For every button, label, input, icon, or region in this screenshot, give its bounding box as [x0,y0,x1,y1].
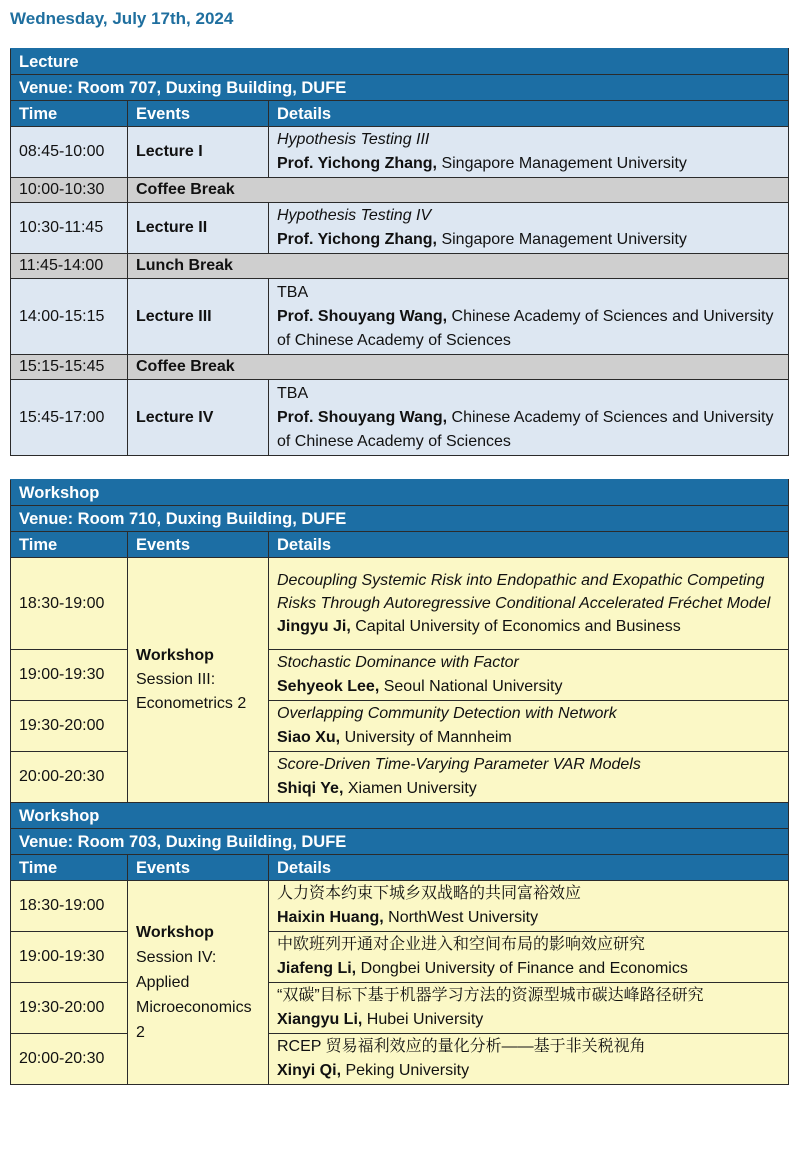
table-row [11,127,789,178]
time-cell: 20:00-20:30 [11,1034,128,1085]
topic: 中欧班列开通对企业进入和空间布局的影响效应研究 [277,936,646,953]
header-details: Details [269,532,789,558]
header-details: Details [269,101,789,127]
time-cell: 19:00-19:30 [11,650,128,701]
affiliation: Capital University of Economics and Business [350,618,681,635]
venue-row [11,75,789,101]
speaker: Jingyu Ji, [277,618,351,635]
table-row [11,881,789,932]
details-cell [269,558,789,650]
section-title: Workshop [11,480,789,506]
topic: RCEP 贸易福利效应的量化分析——基于非关税视角 [277,1038,646,1055]
affiliation: Chinese Academy of Sciences and University of Chinese Academy of Sciences [277,307,774,349]
affiliation: Singapore Management University [437,231,687,248]
time-cell: 10:30-11:45 [11,203,128,254]
venue: Venue: Room 707, Duxing Building, DUFE [11,75,789,101]
session-cell [128,558,269,803]
table-row [11,380,789,456]
table-row [11,932,789,983]
section-title: Lecture [11,49,789,75]
details-cell [269,380,789,456]
details-cell [269,881,789,932]
header-time: Time [11,855,128,881]
venue: Venue: Room 703, Duxing Building, DUFE [11,829,789,855]
speaker-line [277,615,780,638]
event-cell: Lecture IV [128,380,269,456]
speaker-line [277,152,780,176]
affiliation: Singapore Management University [437,155,687,172]
speaker-line [277,1059,780,1083]
details-cell [269,279,789,355]
speaker-line [277,726,780,750]
event-cell: Lecture II [128,203,269,254]
speaker: Prof. Yichong Zhang, [277,155,437,172]
table-row [11,355,789,380]
time-cell: 18:30-19:00 [11,881,128,932]
workshop-table [10,479,789,1085]
details-cell [269,650,789,701]
lecture-table [10,48,789,456]
venue: Venue: Room 710, Duxing Building, DUFE [11,506,789,532]
section-title-row [11,49,789,75]
venue-row [11,829,789,855]
table-row [11,701,789,752]
speaker-line [277,305,780,353]
event-cell: Coffee Break [128,178,789,203]
time-cell: 20:00-20:30 [11,752,128,803]
speaker-line [277,957,780,981]
table-row [11,279,789,355]
table-row [11,752,789,803]
table-row [11,650,789,701]
session-cell [128,881,269,1085]
topic: Score-Driven Time-Varying Parameter VAR Models [277,756,641,773]
topic: Hypothesis Testing IV [277,207,432,224]
section-title: Workshop [11,803,789,829]
time-cell: 10:00-10:30 [11,178,128,203]
details-cell [269,1034,789,1085]
speaker: Haixin Huang, [277,909,384,926]
speaker: Prof. Yichong Zhang, [277,231,437,248]
time-cell: 19:30-20:00 [11,983,128,1034]
table-row [11,558,789,650]
section-title-row [11,480,789,506]
affiliation: Chinese Academy of Sciences and University of Chinese Academy of Sciences [277,408,774,450]
affiliation: Peking University [341,1062,470,1079]
event-cell: Lecture I [128,127,269,178]
session-desc: Session IV: Applied Microeconomics 2 [136,949,252,1041]
affiliation: Hubei University [362,1011,484,1028]
time-cell: 19:00-19:30 [11,932,128,983]
time-cell: 19:30-20:00 [11,701,128,752]
header-events: Events [128,532,269,558]
topic: TBA [277,384,309,402]
speaker: Siao Xu, [277,729,341,746]
speaker-line [277,228,780,252]
speaker-line [277,406,780,454]
topic: “双碳”目标下基于机器学习方法的资源型城市碳达峰路径研究 [277,987,704,1004]
topic: Stochastic Dominance with Factor [277,654,519,671]
time-cell: 11:45-14:00 [11,254,128,279]
affiliation: NorthWest University [383,909,539,926]
speaker: Shiqi Ye, [277,780,344,797]
header-details: Details [269,855,789,881]
time-cell: 18:30-19:00 [11,558,128,650]
affiliation: Dongbei University of Finance and Economics [356,960,688,977]
table-row [11,1034,789,1085]
topic: Decoupling Systemic Risk into Endopathic and Exopathic Competing Risks Through Autoregressive Conditional Accelerated Fréchet Model [277,572,771,612]
topic: Overlapping Community Detection with Network [277,705,617,722]
venue-row [11,506,789,532]
speaker: Xinyi Qi, [277,1062,342,1079]
table-row [11,983,789,1034]
event-cell: Lunch Break [128,254,789,279]
topic: Hypothesis Testing III [277,131,430,148]
session-name: Workshop [136,924,214,941]
details-cell [269,203,789,254]
header-time: Time [11,101,128,127]
details-cell [269,127,789,178]
time-cell: 14:00-15:15 [11,279,128,355]
page-date: Wednesday, July 17th, 2024 [10,9,234,28]
time-cell: 08:45-10:00 [11,127,128,178]
session-desc: Session III: Econometrics 2 [136,671,247,712]
section-title-row [11,803,789,829]
header-time: Time [11,532,128,558]
details-cell [269,932,789,983]
header-row [11,101,789,127]
time-cell: 15:45-17:00 [11,380,128,456]
table-row [11,254,789,279]
time-cell: 15:15-15:45 [11,355,128,380]
speaker: Xiangyu Li, [277,1011,363,1028]
affiliation: Xiamen University [343,780,477,797]
details-cell [269,752,789,803]
affiliation: Seoul National University [379,678,563,695]
speaker: Prof. Shouyang Wang, [277,307,448,325]
details-cell [269,701,789,752]
topic: 人力资本约束下城乡双战略的共同富裕效应 [277,885,582,902]
session-name: Workshop [136,647,214,664]
table-row [11,178,789,203]
header-row [11,855,789,881]
speaker: Sehyeok Lee, [277,678,380,695]
header-events: Events [128,855,269,881]
header-events: Events [128,101,269,127]
details-cell [269,983,789,1034]
event-cell: Coffee Break [128,355,789,380]
speaker-line [277,906,780,930]
affiliation: University of Mannheim [340,729,512,746]
speaker: Prof. Shouyang Wang, [277,408,448,426]
table-row [11,203,789,254]
event-cell: Lecture III [128,279,269,355]
header-row [11,532,789,558]
speaker-line [277,777,780,801]
speaker: Jiafeng Li, [277,960,357,977]
speaker-line [277,1008,780,1032]
topic: TBA [277,283,309,301]
speaker-line [277,675,780,699]
